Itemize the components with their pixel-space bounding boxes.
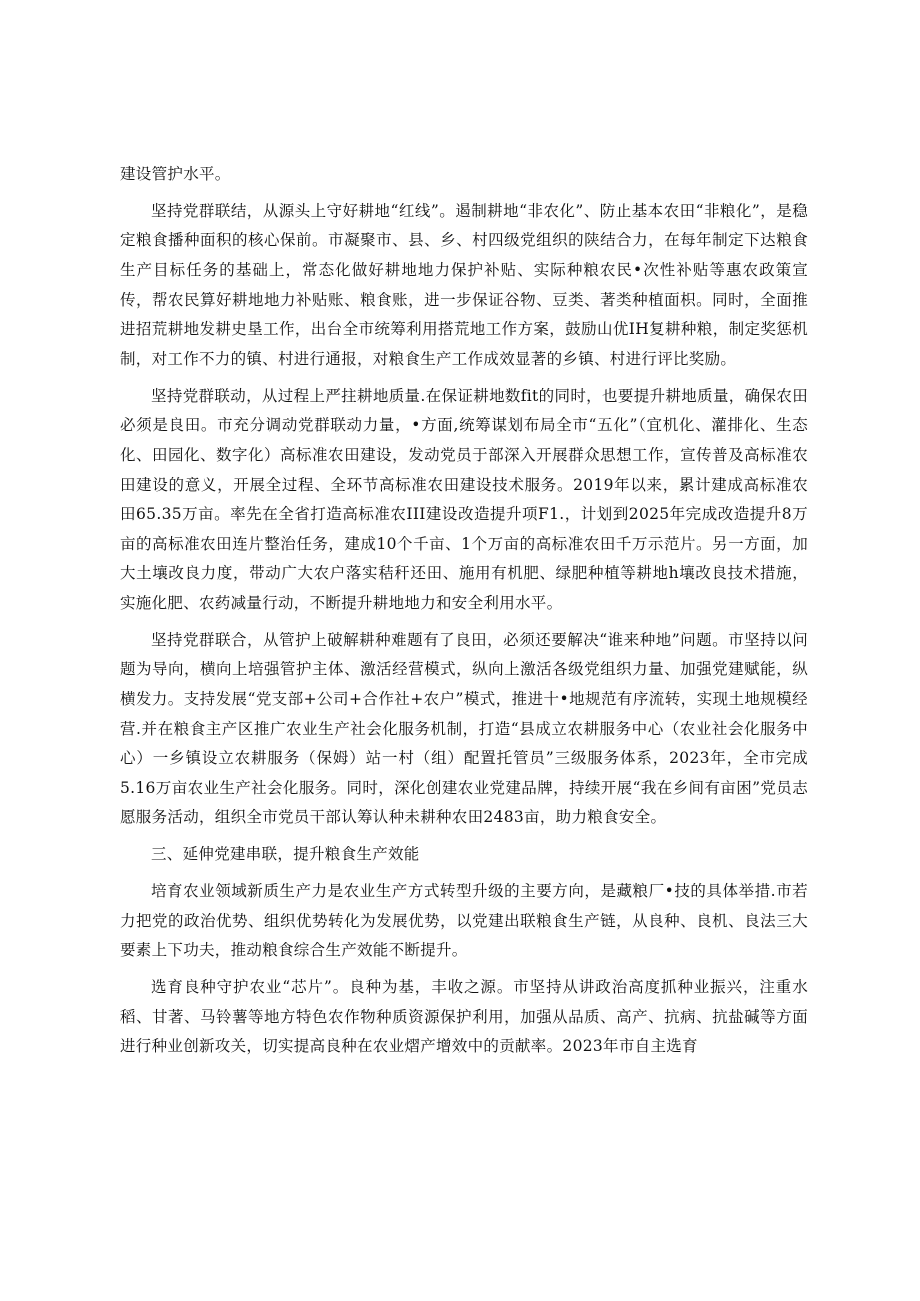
section-heading: 三、延伸党建串联，提升粮食生产效能: [151, 845, 420, 864]
paragraph-new-productivity: 培育农业领域新质生产力是农业生产方式转型升级的主要方向，是藏粮厂•技的具体举措.市若力把党的政治优势、组织优势转化为发展优势，以党建出联粮食生产链，从良种、良机、良法三大要素上下功夫，推动粮食综合生产效能不断提升。: [120, 882, 808, 960]
paragraph-farmland-red-line: 坚持党群联结，从源头上守好耕地“红线”。遏制耕地“非农化”、防止基本农田“非粮化”，是稳定粮食播种面积的核心保前。市凝聚市、县、乡、村四级党组织的陕结合力，在每年制定下达粮食生产目标任务的基础上，常态化做好耕地地力保护补贴、实际种粮农民•次性补贴等惠农政策宣传，帮农民算好耕地地力补贴账、粮食账，进一步保证谷物、豆类、著类种植面枳。同时，全面推进招荒耕地发耕史垦工作，出台全市统筹利用搭荒地工作方案，鼓励山优IH复耕种粮，制定奖惩机制，对工作不力的镇、村进行通报，对粮食生产工作成效显著的乡镇、村进行评比奖励。: [120, 201, 808, 368]
paragraph-farmland-quality: 坚持党群联动，从过程上严拄耕地质量.在保证耕地数fit的同时，也要提升耕地质量，确保农田必须是良田。市充分调动党群联动力量，•方面,统筹谋划布局全市“五化”（宜机化、灌排化、生态化、田园化、数字化）高标准农田建设，发动党员于部深入开展群众思想工作，宣传普及高标准农田建设的意义，开展全过程、全环节高标准农田建设技术服务。2019年以来，累计建成高标准农田65.35万亩。率先在全省打造高标准农III建设改造提升项F1.，计划到2025年完成改造提升8万亩的高标准农田连片整治任务，建成10个千亩、1个万亩的高标准农田千万示范片。另一方面，加大土壤改良力度，带动广大农户落实秸秆还田、施用有机肥、绿肥种植等耕地h壤改良技术措施，实施化肥、农药减量行动，不断提升耕地地力和安全利用水平。: [120, 386, 808, 612]
paragraph-continuation: 建设管护水平。: [120, 165, 231, 183]
paragraph-seed-breeding: 选育良种守护农业“芯片”。良种为基，丰收之源。市坚持从讲政治高度抓种业振兴，注重水稻、甘著、马铃薯等地方特色农作物种质资源保护利用，加强从品质、高产、抗病、抗盐碱等方面进行种业创新攻关，切实提高良种在农业熠产增效中的贡献率。2023年市自主选育: [120, 978, 808, 1056]
paragraph-who-farms: 坚持党群联合，从管护上破解耕种难题有了良田，必须还要解决“谁来种地”问题。市坚持以问题为导向，横向上培强管护主体、激活经营模式，纵向上激活各级党组织力量、加强党建赋能，纵横发力。支持发展“党支部+公司+合作社+农户”模式，推进十•地规范有序流转，实现土地规模经营.并在粮食主产区推广农业生产社会化服务机制，打造“县成立农耕服务中心（农业社会化服务中心）一乡镇设立农耕服务（保姆）站一村（组）配置托管员”三级服务体系，2023年，全市完成5.16万亩农业生产社会化服务。同时，深化创建农业党建品牌，持续开展“我在乡间有亩困”党员志愿服务活动，组织全市党员干部认筹认种未耕种农田2483亩，助力粮食安全。: [120, 630, 808, 827]
body-text: [120, 160, 808, 1069]
